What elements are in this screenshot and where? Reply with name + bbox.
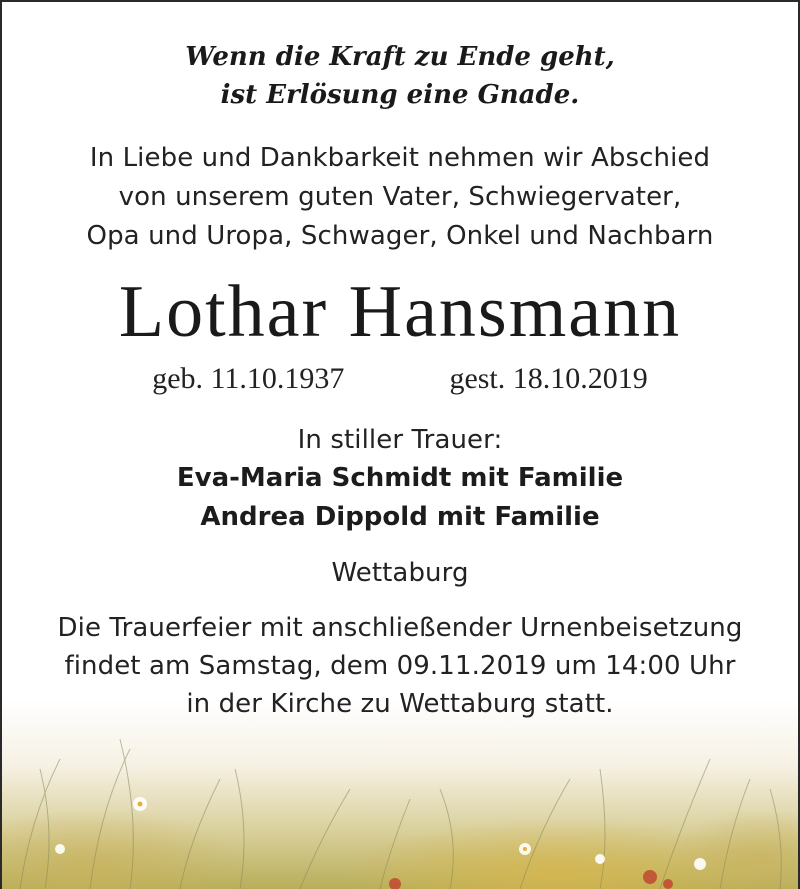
place: Wettaburg — [331, 558, 469, 588]
service-line-1: Die Trauerfeier mit anschließender Urnenbeisetzung — [57, 613, 743, 643]
intro-line-1: In Liebe und Dankbarkeit nehmen wir Abschied — [89, 143, 711, 173]
mourning-heading: In stiller Trauer: — [297, 425, 503, 455]
meadow-image — [0, 699, 800, 889]
mourner-1: Eva-Maria Schmidt mit Familie — [176, 463, 624, 493]
death-date: gest. 18.10.2019 — [449, 362, 648, 395]
service-line-3: in der Kirche zu Wettaburg statt. — [186, 689, 614, 719]
intro-line-2: von unserem guten Vater, Schwiegervater, — [118, 182, 682, 212]
mourner-2: Andrea Dippold mit Familie — [200, 502, 600, 532]
motto-line-1: Wenn die Kraft zu Ende geht, — [185, 42, 615, 72]
intro-line-3: Opa und Uropa, Schwager, Onkel und Nachbarn — [86, 221, 714, 251]
life-dates — [0, 362, 800, 396]
birth-date: geb. 11.10.1937 — [152, 362, 345, 395]
motto-line-2: ist Erlösung eine Gnade. — [220, 80, 580, 110]
service-line-2: findet am Samstag, dem 09.11.2019 um 14:00 Uhr — [64, 651, 736, 681]
deceased-name: Lothar Hansmann — [118, 271, 682, 353]
